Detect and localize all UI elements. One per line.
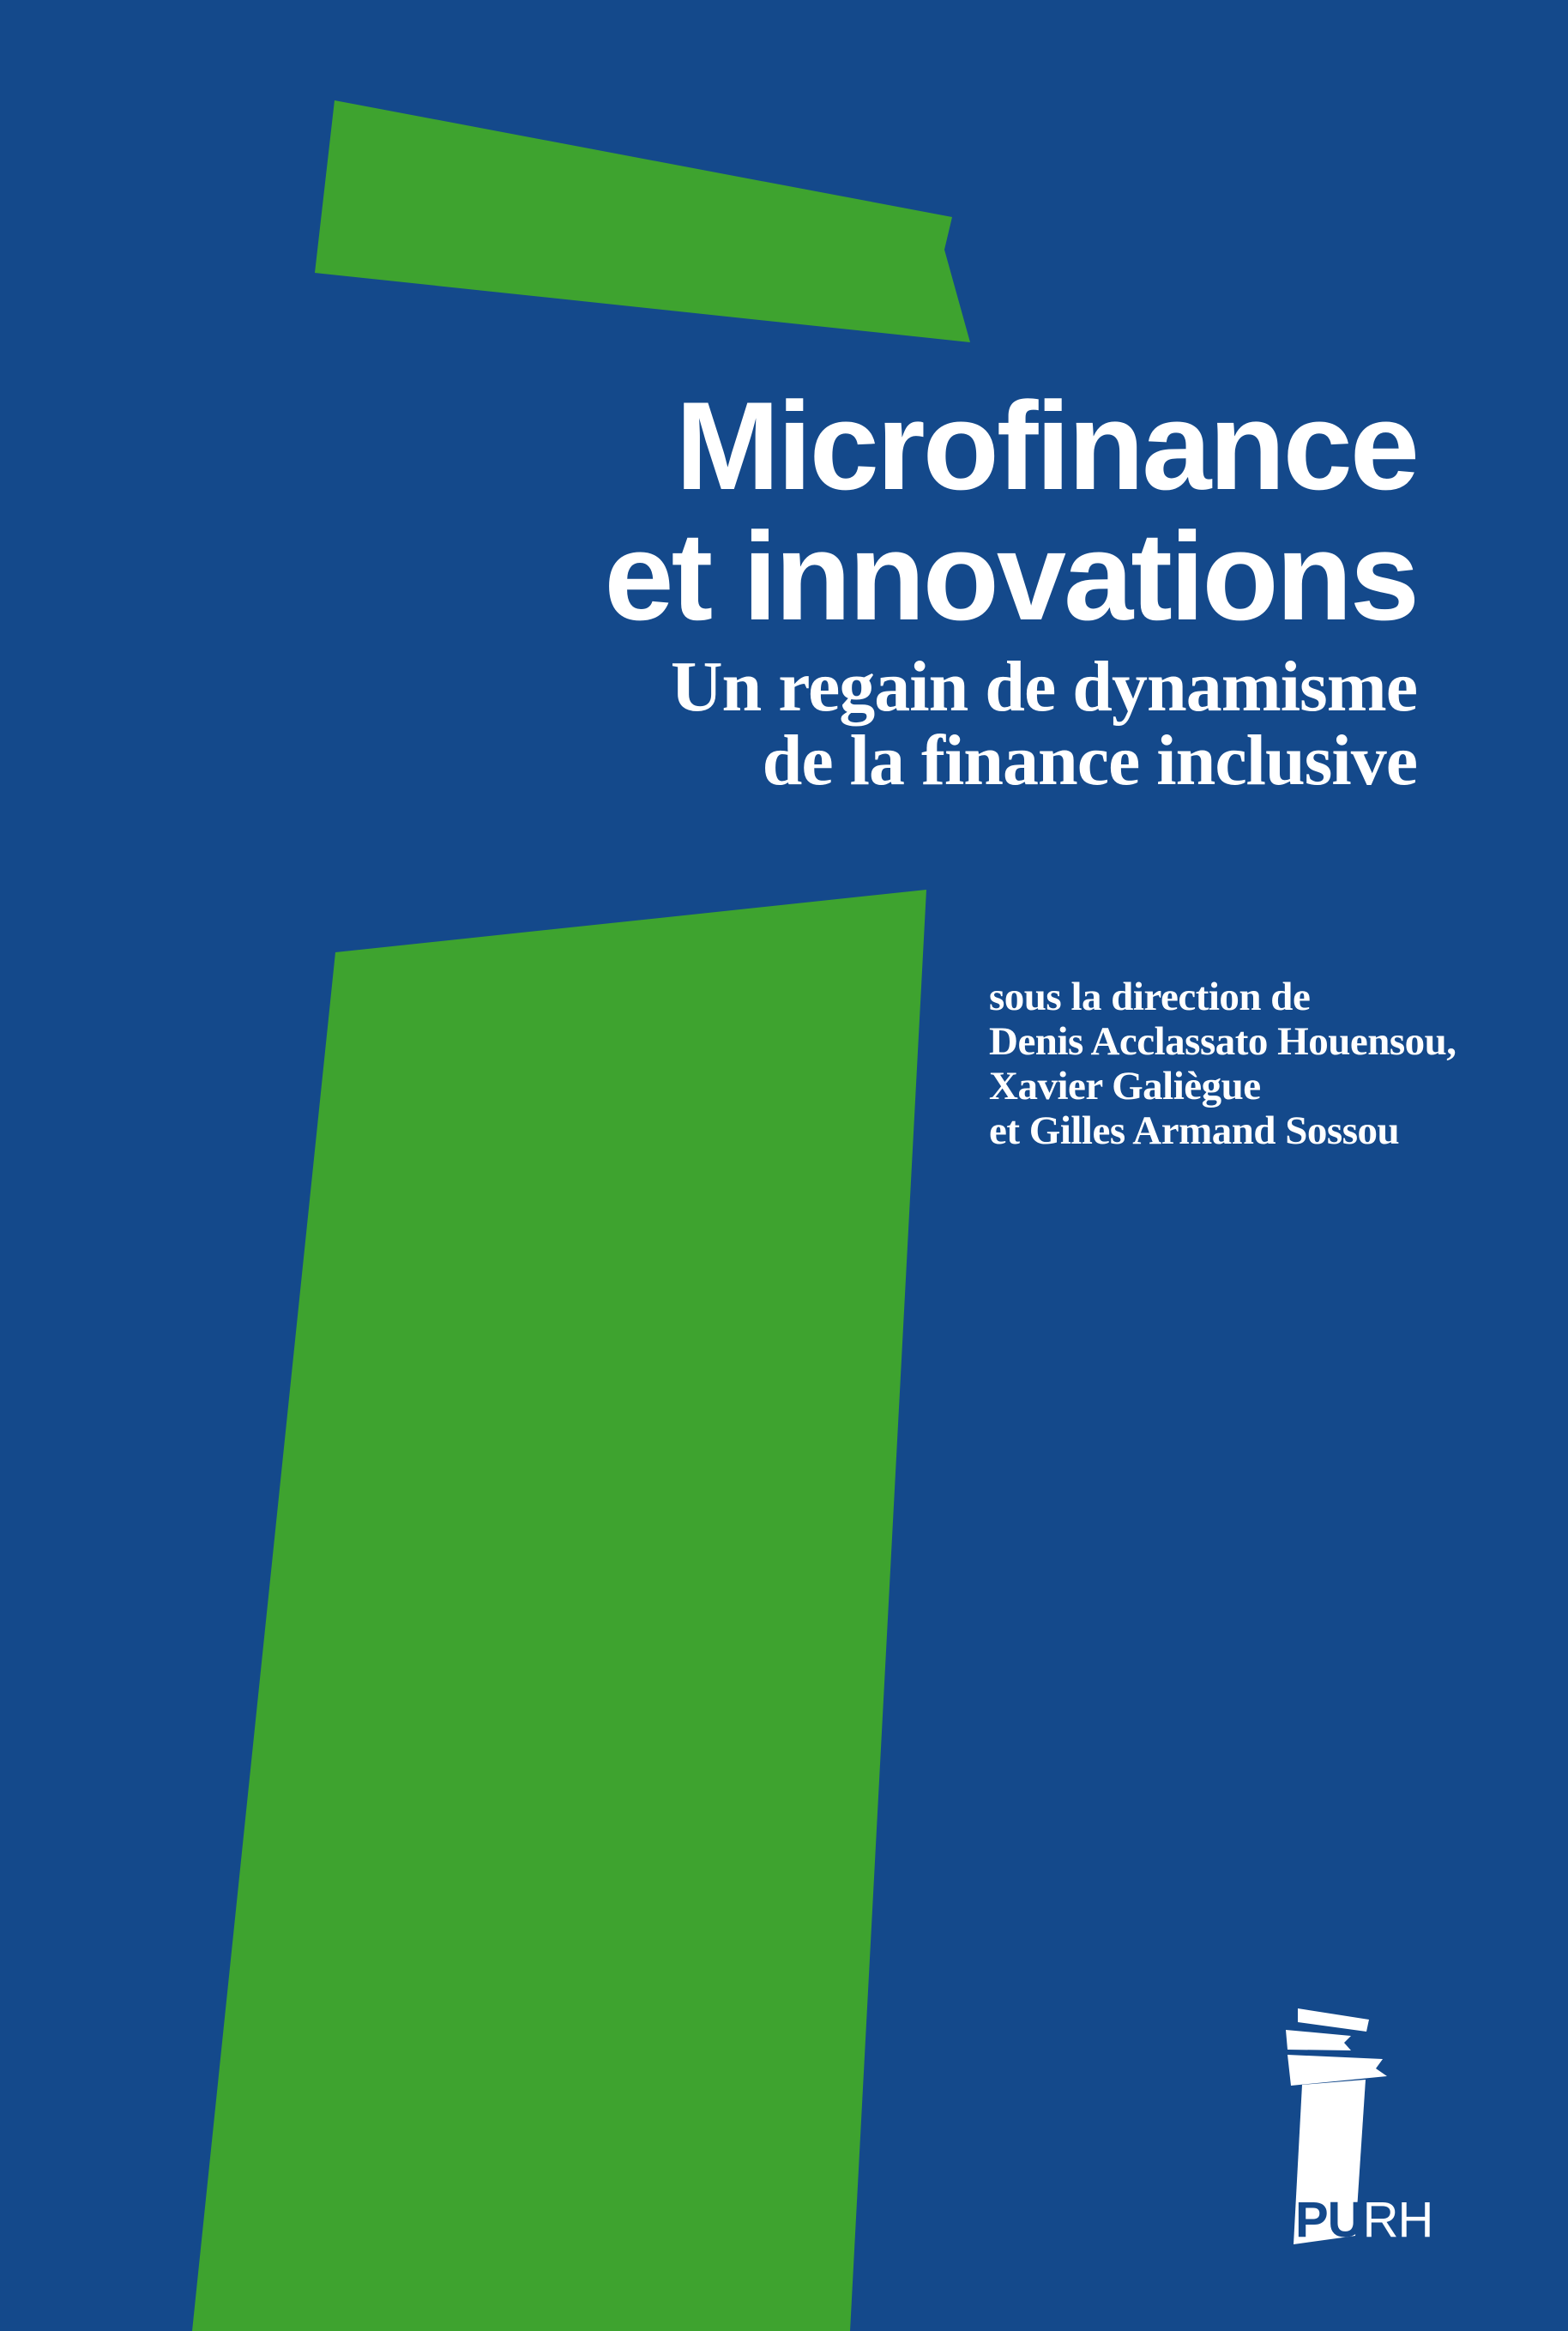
- editor-name: et Gilles Armand Sossou: [989, 1108, 1400, 1153]
- publisher-wordmark: [1295, 2192, 1432, 2248]
- title-line-1: Microfinance: [675, 376, 1417, 516]
- editors-block: [989, 975, 1456, 1153]
- publisher-wordmark-rh: RH: [1362, 2192, 1433, 2248]
- logo-book-band-top-icon: [1298, 2008, 1369, 2032]
- green-ribbon-top-shape: [315, 100, 970, 342]
- editor-name: Denis Acclassato Houensou,: [989, 1019, 1456, 1064]
- subtitle-line-2: de la finance inclusive: [762, 721, 1417, 800]
- book-title: [604, 376, 1417, 646]
- logo-book-band-middle-icon: [1286, 2030, 1351, 2050]
- logo-book-band-large-icon: [1288, 2055, 1387, 2086]
- purh-logo: [1269, 1990, 1450, 2265]
- publisher-wordmark-pu: PU: [1295, 2192, 1363, 2248]
- title-line-2: et innovations: [604, 506, 1417, 646]
- book-subtitle: [670, 647, 1417, 800]
- green-column-shape: [192, 890, 926, 2331]
- editor-name: Xavier Galiègue: [989, 1064, 1261, 1108]
- editors-intro: sous la direction de: [989, 975, 1311, 1019]
- subtitle-line-1: Un regain de dynamisme: [670, 647, 1417, 727]
